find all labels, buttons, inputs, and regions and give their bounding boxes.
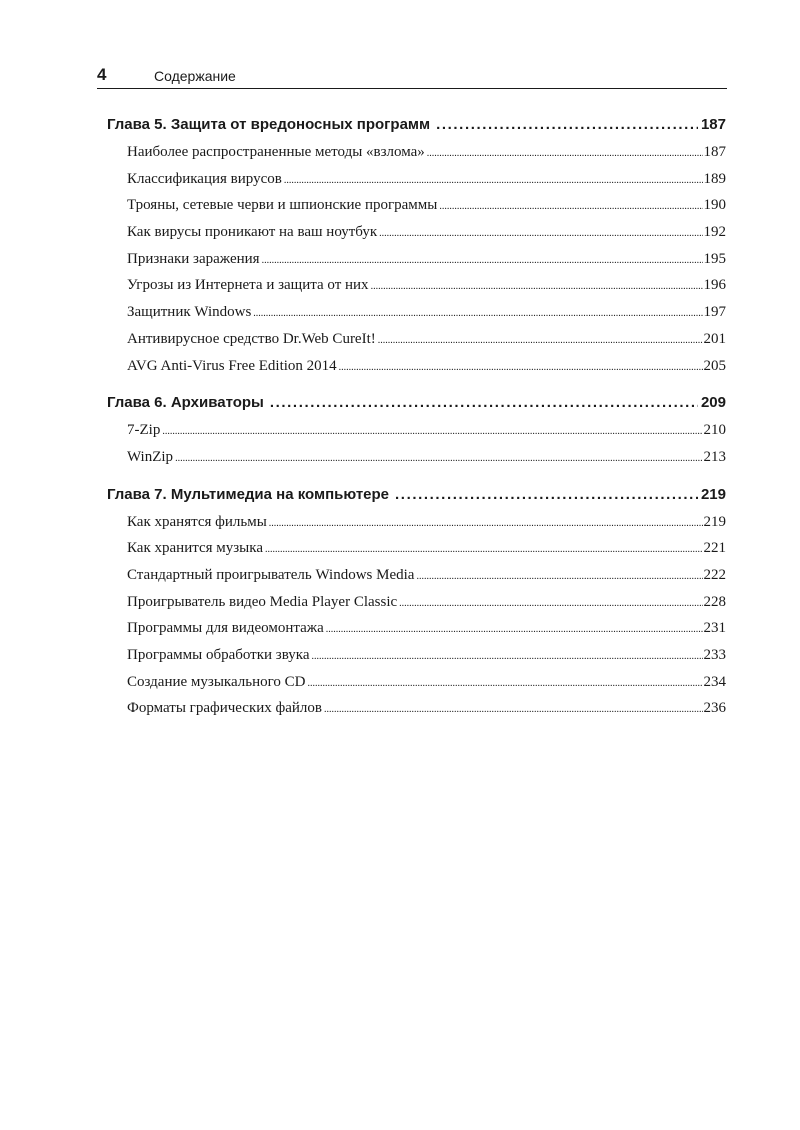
- chapter-page-number: 187: [700, 116, 726, 133]
- section-page-number: 196: [703, 277, 726, 294]
- section-page-number: 205: [703, 357, 726, 374]
- section-title: WinZip: [127, 448, 174, 465]
- section-entry[interactable]: [127, 197, 726, 224]
- section-page-number: 187: [703, 144, 726, 160]
- dot-leader: [371, 281, 703, 292]
- section-title: Наиболее распространенные методы «взлома»: [127, 144, 425, 160]
- dot-leader: [416, 571, 702, 582]
- chapter-entry[interactable]: [107, 394, 726, 422]
- dot-leader: [162, 426, 702, 437]
- section-page-number: 197: [703, 304, 726, 321]
- section-title: Программы обработки звука: [127, 647, 310, 663]
- dot-leader: [379, 228, 702, 239]
- section-page-number: 189: [703, 170, 726, 187]
- dot-leader: [284, 175, 703, 186]
- dot-leader: [324, 704, 703, 715]
- section-title: Трояны, сетевые черви и шпионские программы: [127, 197, 438, 214]
- section-title: Признаки заражения: [127, 250, 260, 267]
- section-entry[interactable]: [127, 144, 726, 171]
- section-page-number: 210: [703, 422, 726, 439]
- section-entry[interactable]: [127, 700, 726, 727]
- section-title: Классификация вирусов: [127, 170, 282, 187]
- dot-leader: [378, 335, 703, 346]
- section-title: Проигрыватель видео Media Player Classic: [127, 593, 398, 610]
- toc-chapter: [107, 394, 726, 475]
- dot-leader: [399, 598, 702, 609]
- section-page-number: 234: [703, 673, 726, 690]
- dot-leader: [339, 362, 703, 373]
- section-page-number: 221: [703, 540, 726, 557]
- dot-leader: [312, 651, 703, 662]
- section-title: AVG Anti-Virus Free Edition 2014: [127, 357, 337, 374]
- page-number: 4: [97, 65, 107, 84]
- section-title: Стандартный проигрыватель Windows Media: [127, 566, 415, 583]
- dot-leader: [270, 394, 698, 411]
- toc-chapter: [107, 116, 726, 384]
- chapter-title: Глава 6. Архиваторы: [107, 394, 264, 412]
- section-title: Создание музыкального CD: [127, 673, 306, 690]
- dot-leader: [439, 201, 702, 212]
- section-page-number: 231: [703, 620, 726, 637]
- section-entry[interactable]: [127, 540, 726, 567]
- section-entry[interactable]: [127, 224, 726, 251]
- dot-leader: [326, 624, 703, 635]
- section-page-number: 190: [703, 197, 726, 214]
- header-title: Содержание: [154, 68, 236, 84]
- section-entry[interactable]: [127, 567, 726, 594]
- section-entry[interactable]: [127, 422, 726, 449]
- section-entry[interactable]: [127, 620, 726, 647]
- section-page-number: 201: [703, 330, 726, 347]
- section-entry[interactable]: [127, 594, 726, 621]
- section-page-number: 195: [703, 250, 726, 267]
- table-of-contents: [107, 116, 726, 737]
- section-page-number: 233: [703, 647, 726, 663]
- dot-leader: [253, 308, 702, 319]
- section-title: Как хранится музыка: [127, 540, 263, 557]
- section-entry[interactable]: [127, 171, 726, 198]
- running-header: [97, 62, 727, 89]
- dot-leader: [307, 678, 702, 689]
- dot-leader: [265, 544, 703, 555]
- section-title: 7-Zip: [127, 422, 161, 439]
- section-title: Программы для видеомонтажа: [127, 620, 324, 637]
- chapter-entry[interactable]: [107, 116, 726, 144]
- dot-leader: [395, 486, 698, 503]
- dot-leader: [427, 148, 703, 159]
- chapter-page-number: 209: [700, 394, 726, 412]
- section-page-number: 192: [703, 224, 726, 241]
- section-title: Угрозы из Интернета и защита от них: [127, 277, 369, 294]
- section-title: Форматы графических файлов: [127, 700, 322, 717]
- section-entry[interactable]: [127, 331, 726, 358]
- section-page-number: 213: [703, 448, 726, 465]
- section-entry[interactable]: [127, 674, 726, 701]
- section-page-number: 236: [703, 700, 726, 717]
- dot-leader: [262, 255, 703, 266]
- section-title: Как вирусы проникают на ваш ноутбук: [127, 224, 378, 241]
- toc-chapter: [107, 486, 726, 728]
- section-title: Как хранятся фильмы: [127, 513, 267, 530]
- dot-leader: [175, 453, 702, 464]
- dot-leader: [269, 518, 703, 529]
- section-page-number: 222: [703, 566, 726, 583]
- section-page-number: 228: [703, 593, 726, 610]
- section-entry[interactable]: [127, 647, 726, 674]
- section-title: Защитник Windows: [127, 304, 252, 321]
- section-entry[interactable]: [127, 449, 726, 476]
- section-entry[interactable]: [127, 514, 726, 541]
- dot-leader: [436, 116, 698, 133]
- section-page-number: 219: [703, 513, 726, 530]
- section-entry[interactable]: [127, 358, 726, 385]
- section-entry[interactable]: [127, 251, 726, 278]
- chapter-title: Глава 7. Мультимедиа на компьютере: [107, 485, 390, 503]
- chapter-title: Глава 5. Защита от вредоносных программ: [107, 116, 431, 133]
- chapter-entry[interactable]: [107, 486, 726, 514]
- section-title: Антивирусное средство Dr.Web CureIt!: [127, 330, 376, 347]
- section-entry[interactable]: [127, 277, 726, 304]
- chapter-page-number: 219: [700, 485, 726, 503]
- section-entry[interactable]: [127, 304, 726, 331]
